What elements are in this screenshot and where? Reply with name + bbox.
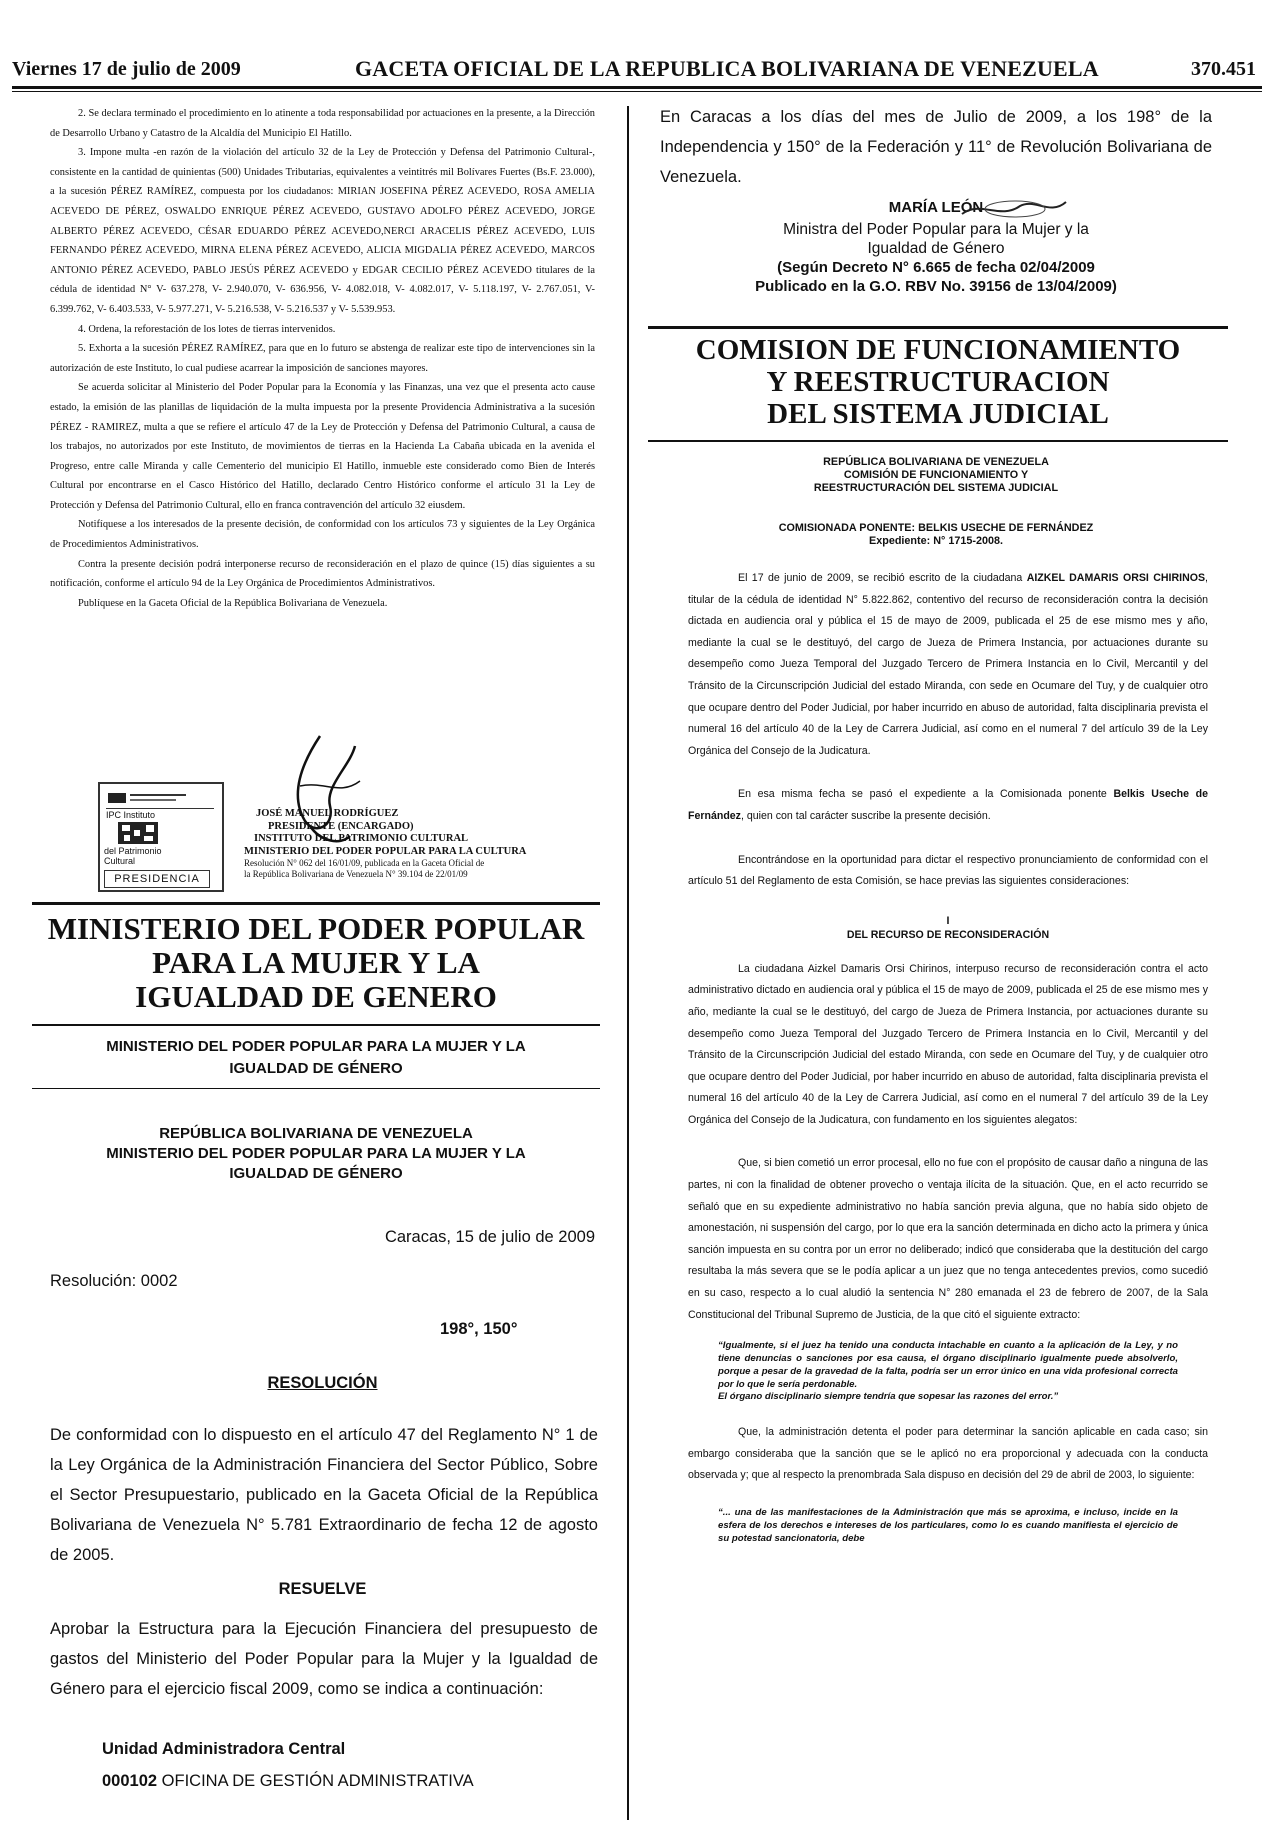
- section-rule: [648, 326, 1228, 329]
- paragraph: 3. Impone multa -en razón de la violación del artículo 32 de la Ley de Protección y Defensa del Patrimonio Cultural-, consistente en la cantidad de quinientas (500) Unidades Tributarias, equivalentes a veintitrés mil Bolívares Fuertes (Bs.F. 23.000), a la sucesión PÉREZ RAMÍREZ, compuesta por los ciudadanos: MIRIAN JOSEFINA PÉREZ ACEVEDO, ROSA AMELIA ACEVEDO DE PÉREZ, OSWALDO ENRIQUE PÉREZ ACEVEDO, GUSTAVO ADOLFO PÉREZ ACEVEDO, JORGE ALBERTO PÉREZ ACEVEDO, CÉSAR EDUARDO PÉREZ ACEVEDO,NERCI ARACELIS PÉREZ ACEVEDO, LUIS FERNANDO PÉREZ ACEVEDO, MIRNA ELENA PÉREZ ACEVEDO, ALICIA MIGDALIA PÉREZ ACEVEDO, MARCOS ANTONIO PÉREZ ACEVEDO, PABLO JESÚS PÉREZ ACEVEDO y EDGAR CECILIO PÉREZ ACEVEDO titulares de la cédula de identidad N° V- 637.278, V- 2.940.070, V- 636.956, V- 4.082.018, V- 4.082.017, V- 5.118.197, V- 2.767.051, V- 6.399.762, V- 6.403.533, V- 5.977.271, V- 5.216.538, V- 5.216.537 y V- 5.539.953.: [50, 147, 595, 315]
- ministry-subtitle: [32, 1036, 600, 1080]
- minister-decree: (Según Decreto N° 6.665 de fecha 02/04/2009: [777, 259, 1095, 276]
- commission-title: [648, 334, 1228, 430]
- heading-line: REPÚBLICA BOLIVARIANA DE VENEZUELA: [823, 456, 1049, 468]
- text-run: El 17 de junio de 2009, se recibió escrito de la ciudadana: [738, 572, 1027, 584]
- header-rule-thin: [12, 91, 1262, 92]
- paragraph: Notifíquese a los interesados de la presente decisión, de conformidad con los artículos 73 y siguientes de la Ley Orgánica de Procedimientos Administrativos.: [50, 519, 595, 551]
- header-rule: [12, 86, 1262, 89]
- resolution-title: RESOLUCIÓN: [267, 1374, 378, 1392]
- heading-line: IGUALDAD DE GÉNERO: [229, 1165, 403, 1182]
- heading-line: MINISTERIO DEL PODER POPULAR PARA LA MUJER Y LA: [106, 1145, 526, 1162]
- resuelve-title: RESUELVE: [278, 1580, 367, 1598]
- gazette-header: [12, 52, 1260, 86]
- signatory-resolution-gazette: la República Bolivariana de Venezuela N° 39.104 de 22/01/09: [244, 869, 468, 880]
- section-rule: [32, 1024, 600, 1026]
- place-date: Caracas, 15 de julio de 2009: [384, 1228, 595, 1246]
- text-run: En esa misma fecha se pasó el expediente a la Comisionada ponente: [738, 788, 1114, 801]
- commission-heading: [660, 456, 1212, 494]
- closing-text: En Caracas a los días del mes de Julio de 2009, a los 198° de la Independencia y 150° de la Federación y 11° de Revolución Bolivariana de Venezuela.: [660, 108, 1212, 186]
- quotation: [688, 1340, 1208, 1404]
- minister-name: MARÍA LEÓN: [888, 199, 984, 216]
- ministry-title-line: IGUALDAD DE GENERO: [135, 979, 497, 1014]
- ministry-subtitle-line: MINISTERIO DEL PODER POPULAR PARA LA MUJER Y LA: [106, 1038, 526, 1055]
- ministry-title: [32, 912, 600, 1014]
- heading-line: COMISIÓN DE FUNCIONAMIENTO Y: [843, 468, 1029, 481]
- section-rule: [32, 1088, 600, 1089]
- header-title: GACETA OFICIAL DE LA REPUBLICA BOLIVARIANA DE VENEZUELA: [355, 56, 1099, 81]
- stamp-top-text: IPC Instituto: [106, 810, 156, 820]
- paragraph: Que, si bien cometió un error procesal, ello no fue con el propósito de causar daño a ninguna de las partes, ni con la finalidad de obtener provecho o ventaja ilícita de la situación. Que, en el acto recurrido se señaló que en su expediente administrativo no había sanción previa alguna, que no había sido objeto de amonestación, ni suspensión del cargo, por lo que era la sanción determinada en dicho acto la primera y única sanción impuesta en su contra por un error no deliberado; indicó que consideraba que la destitución del cargo resultaba la más severa que se le podía aplicar a un juez que no tenga antecedentes previos, como sucedió en su caso, respecto a lo cual aludió la sentencia N° 280 emanada el 23 de febrero de 2007, de la Sala Constitucional del Tribunal Supremo de Justicia, de la que citó el siguiente extracto:: [688, 1157, 1208, 1321]
- column-divider: [627, 106, 629, 1820]
- section-title: DEL RECURSO DE RECONSIDERACIÓN: [846, 928, 1050, 941]
- ponente-block: [660, 522, 1212, 548]
- signatory-ministry: MINISTERIO DEL PODER POPULAR PARA LA CULTURA: [244, 845, 527, 857]
- ministry-title-line: PARA LA MUJER Y LA: [152, 945, 480, 980]
- paragraph: Contra la presente decisión podrá interponerse recurso de reconsideración en el plazo de quince (15) días siguientes a su notificación, conforme el artículo 94 de la Ley Orgánica de Procedimientos Administrativos.: [50, 558, 595, 590]
- appellant-name: AIZKEL DAMARIS ORSI CHIRINOS: [1026, 572, 1206, 584]
- paragraph: Encontrándose en la oportunidad para dictar el respectivo pronunciamiento de conformidad con el artículo 51 del Reglamento de esta Comisión, se hace previas las siguientes consideraciones:: [688, 853, 1208, 888]
- section-rule: [32, 902, 600, 905]
- paragraph: 4. Ordena, la reforestación de los lotes de tierras intervenidos.: [78, 323, 336, 335]
- signatory-name: JOSÉ MANUEL RODRÍGUEZ: [256, 808, 399, 819]
- office-line: [102, 1772, 474, 1791]
- stamp-qr-icon: [118, 822, 158, 844]
- ponente-name: Belkis Useche de Fernández: [688, 788, 1208, 822]
- ponente: COMISIONADA PONENTE: BELKIS USECHE DE FERNÁNDEZ: [778, 522, 1094, 534]
- text-run: , quien con tal carácter suscribe la presente decisión.: [740, 809, 991, 822]
- header-date: Viernes 17 de julio de 2009: [12, 58, 241, 80]
- stamp-bottom-text: PRESIDENCIA: [104, 870, 210, 888]
- signatory-resolution: Resolución N° 062 del 16/01/09, publicada en la Gaceta Oficial de: [244, 858, 485, 869]
- paragraph: Que, la administración detenta el poder para determinar la sanción aplicable en cada caso; sin embargo consideraba que la sanción que se le aplicó no era proporcional y adecuada con la conducta observada y; que al respecto la prenombrada Sala dispuso en decisión del 29 de abril de 2003, lo siguiente:: [688, 1426, 1208, 1482]
- paragraph: Se acuerda solicitar al Ministerio del Poder Popular para la Economía y las Finanzas, una vez que el presenta acto cause estado, la emisión de las planillas de liquidación de la multa impuesta por la presente Providencia Administrativa a la sucesión PÉREZ - RAMIREZ, multa a que se refiere el artículo 47 de la Ley de Protección y Defensa del Patrimonio Cultural, a causa de los trabajos, no autorizados por este Instituto, de movimientos de tierras en la Hacienda La Cabaña ubicada en la avenida el Progreso, entre calle Miranda y calle Cementerio del municipio El Hatillo, inmueble este considerado como Bien de Interés Cultural por encontrarse en el Casco Histórico del Hatillo, declarado Centro Histórico conforme el artículo 31 la Ley de Protección y Defensa del Patrimonio Cultural, ello en franca contravención del artículo 32 eiusdem.: [50, 382, 595, 511]
- commission-body: [688, 568, 1208, 1545]
- signatory-org: INSTITUTO DEL PATRIMONIO CULTURAL: [254, 833, 469, 845]
- commission-title-line: Y REESTRUCTURACION: [766, 366, 1110, 398]
- ministry-subtitle-line: IGUALDAD DE GÉNERO: [229, 1060, 403, 1077]
- providencia-text: [50, 104, 595, 613]
- signatory-role: PRESIDENTE (ENCARGADO): [268, 820, 414, 832]
- institute-stamp: [98, 782, 224, 892]
- signature-block: [244, 808, 594, 880]
- commission-title-line: COMISION DE FUNCIONAMIENTO: [695, 334, 1181, 366]
- resolution-number: Resolución: 0002: [50, 1272, 178, 1290]
- stamp-mid-text: del Patrimonio Cultural: [104, 846, 162, 866]
- section-rule: [648, 440, 1228, 442]
- minister-role: Ministra del Poder Popular para la Mujer y la: [783, 221, 1089, 238]
- heading-line: REESTRUCTURACIÓN DEL SISTEMA JUDICIAL: [813, 481, 1059, 494]
- quote-text: El órgano disciplinario siempre tendría que sopesar las razones del error.”: [718, 1391, 1059, 1403]
- resuelve-body: Aprobar la Estructura para la Ejecución Financiera del presupuesto de gastos del Ministerio del Poder Popular para la Mujer y la Igualdad de Género para el ejercicio fiscal 2009, como se indica a continuación:: [50, 1620, 598, 1698]
- quote-text: “Igualmente, si el juez ha tenido una conducta intachable en cuanto a la aplicación de la Ley, y no tiene denuncias o sanciones por esa causa, el órgano disciplinario igualmente puede absolverlo, porque a pesar de la gravedad de la falta, podría ser un error único en una vida profesional correcta por lo que le sería perdonable.: [718, 1340, 1178, 1390]
- minister-roles: [660, 220, 1212, 296]
- minister-signature-scribble: [960, 196, 1070, 222]
- text-run: , titular de la cédula de identidad N° 5.822.862, contentivo del recurso de reconsideración contra la decisión dictada en audiencia oral y pública el 15 de mayo de 2009, publicada el 25 de ese mismo mes y año, mediante la cual se le destituyó, del cargo de Jueza de Primera Instancia, por actuaciones durante su desempeño como Jueza Temporal del Juzgado Tercero de Primera Instancia en lo Civil, Mercantil y del Tránsito de la Circunscripción Judicial del estado Miranda, con sede en Ocumare del Tuy, y de cualquier otro que ocupare dentro del Poder Judicial, por haber incurrido en abuso de autoridad, falta disciplinaria prevista el numeral 16 del artículo 40 de la Ley de Carrera Judicial, así como en el numeral 7 del artículo 39 de la Ley Orgánica del Consejo de la Judicatura.: [688, 572, 1208, 757]
- years-label: 198°, 150°: [440, 1320, 518, 1338]
- minister-decree-gazette: Publicado en la G.O. RBV No. 39156 de 13/04/2009): [755, 278, 1117, 295]
- admin-unit: Unidad Administradora Central: [102, 1740, 346, 1758]
- ministry-title-line: MINISTERIO DEL PODER POPULAR: [47, 911, 585, 946]
- heading-line: REPÚBLICA BOLIVARIANA DE VENEZUELA: [159, 1125, 473, 1142]
- resolution-heading: [32, 1124, 600, 1184]
- quotation: “... una de las manifestaciones de la Administración que más se aproxima, e incluso, incide en la esfera de los derechos e intereses de los particulares, como lo es cuando manifiesta el ejercicio de su potestad sancionatoria, debe: [718, 1506, 1178, 1544]
- expediente: Expediente: N° 1715-2008.: [869, 535, 1003, 547]
- paragraph: La ciudadana Aizkel Damaris Orsi Chirinos, interpuso recurso de reconsideración contra el acto administrativo dictado en audiencia oral y pública el 15 de mayo de 2009, publicada el 25 de ese mismo mes y año, mediante la cual se le destituyó, del cargo de Jueza de Primera Instancia, por actuaciones durante su desempeño como Jueza Temporal del Juzgado Tercero de Primera Instancia en lo Civil, Mercantil y del Tránsito de la Circunscripción Judicial del estado Miranda, con sede en Ocumare del Tuy, y de cualquier otro que ocupare dentro del Poder Judicial, por haber incurrido en abuso de autoridad, falta disciplinaria prevista el numeral 16 del artículo 40 de la Ley de Carrera Judicial, así como en el numeral 7 del artículo 39 de la Ley Orgánica del Consejo de la Judicatura, con fundamento en los siguientes alegatos:: [688, 962, 1208, 1126]
- paragraph: 2. Se declara terminado el procedimiento en lo atinente a toda responsabilidad por actuaciones en la presente, a la Dirección de Desarrollo Urbano y Catastro de la Alcaldía del Municipio El Hatillo.: [50, 108, 595, 139]
- section-number: I: [946, 914, 950, 927]
- paragraph: [688, 784, 1208, 827]
- office-code: 000102: [102, 1772, 158, 1790]
- minister-signature-block: [660, 198, 1212, 217]
- office-name: OFICINA DE GESTIÓN ADMINISTRATIVA: [161, 1772, 474, 1790]
- commission-title-line: DEL SISTEMA JUDICIAL: [767, 398, 1109, 430]
- resolution-body: De conformidad con lo dispuesto en el artículo 47 del Reglamento N° 1 de la Ley Orgánica de la Administración Financiera del Sector Público, Sobre el Sector Presupuestario, publicado en la Gaceta Oficial de la República Bolivariana de Venezuela N° 5.781 Extraordinario de fecha 12 de agosto de 2005.: [50, 1426, 598, 1564]
- header-page-number: 370.451: [1191, 58, 1256, 80]
- paragraph: Publíquese en la Gaceta Oficial de la República Bolivariana de Venezuela.: [78, 597, 388, 609]
- paragraph: 5. Exhorta a la sucesión PÉREZ RAMÍREZ, para que en lo futuro se abstenga de realizar este tipo de intervenciones sin la autorización de este Instituto, lo cual pudiese acarrear la imposición de sanciones mayores.: [50, 343, 595, 374]
- paragraph: [688, 568, 1208, 762]
- minister-role: Igualdad de Género: [867, 240, 1005, 257]
- stamp-logo-icon: [106, 790, 214, 809]
